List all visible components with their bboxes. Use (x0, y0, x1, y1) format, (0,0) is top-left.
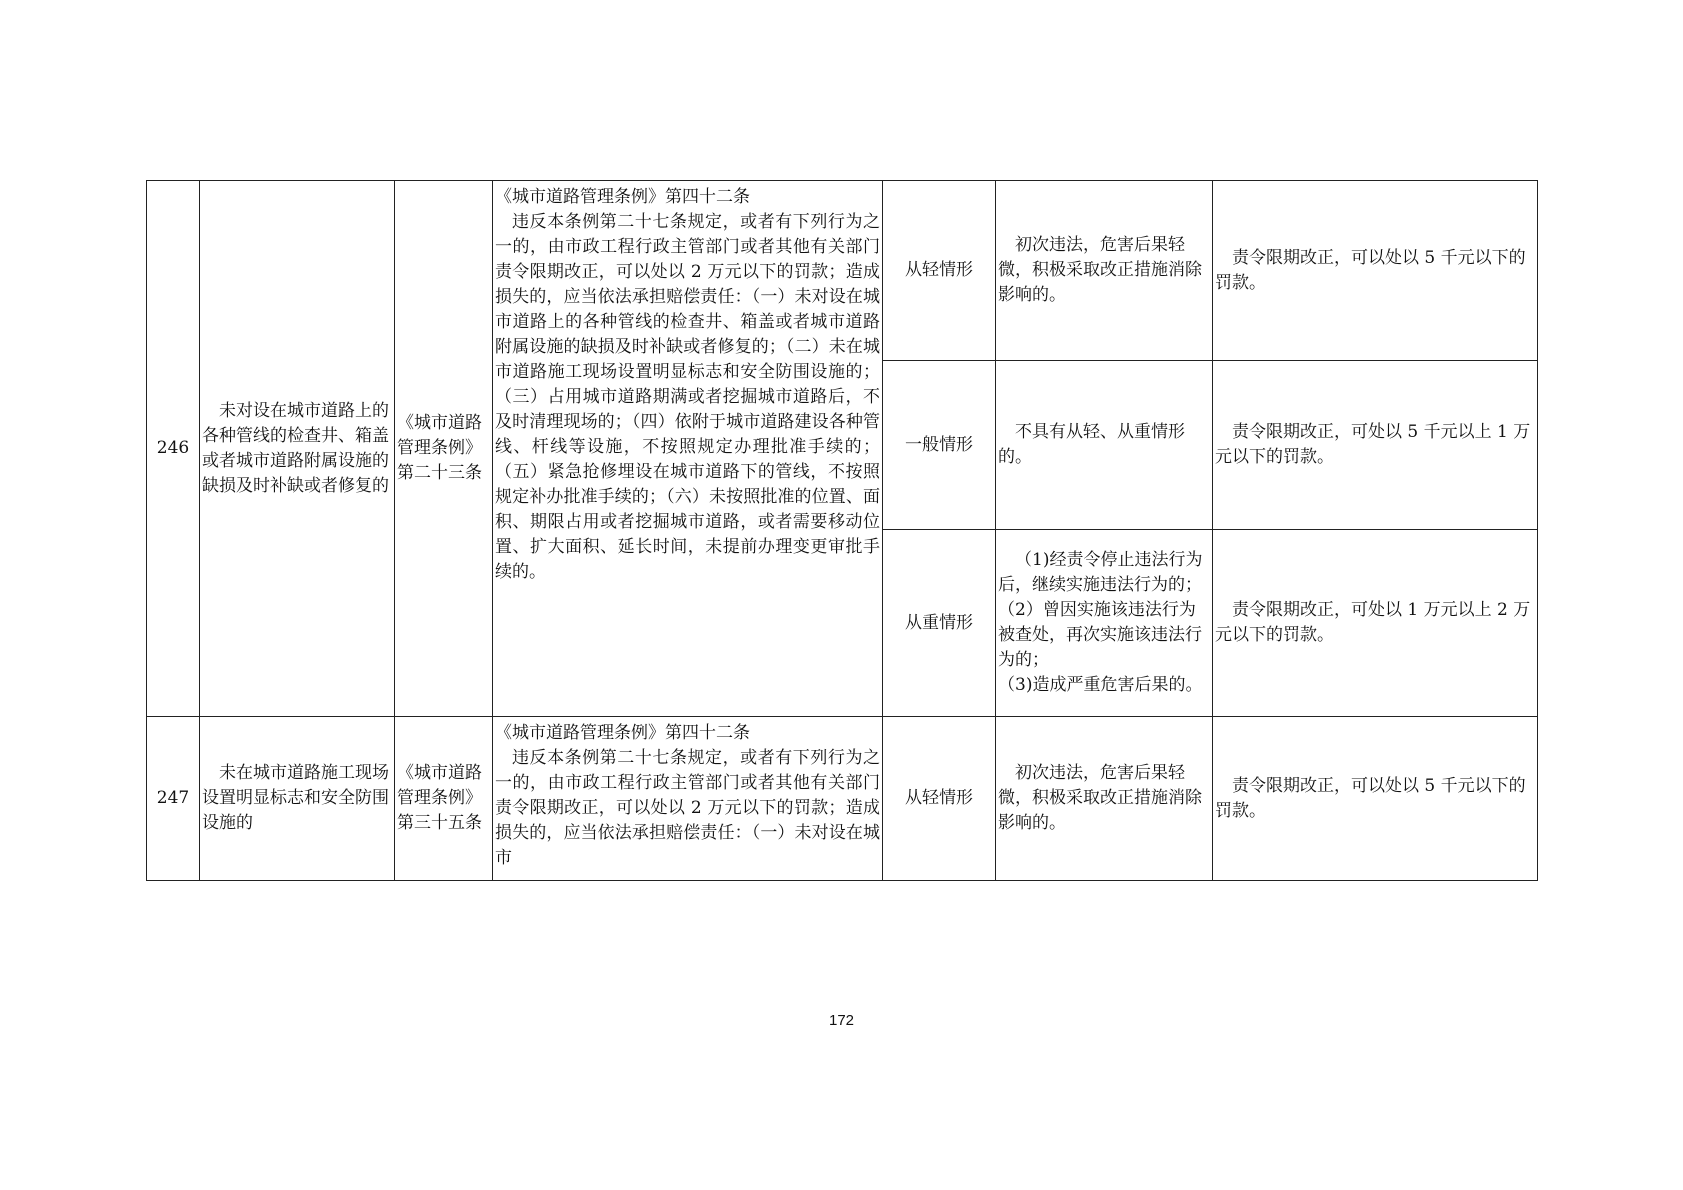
discretion-level: 从轻情形 (883, 717, 996, 881)
penalty-basis-text: 违反本条例第二十七条规定，或者有下列行为之一的，由市政工程行政主管部门或者其他有关部门责令限期改正，可以处以 2 万元以下的罚款；造成损失的，应当依法承担赔偿责任：（一）未对设在城市 (495, 748, 880, 868)
circumstance: 初次违法，危害后果轻微，积极采取改正措施消除影响的。 (996, 181, 1213, 361)
item-number: 246 (147, 181, 200, 717)
regulation-table (146, 180, 1538, 881)
penalty-standard: 责令限期改正，可处以 5 千元以上 1 万元以下的罚款。 (1213, 361, 1538, 530)
legal-basis: 《城市道路管理条例》第三十五条 (395, 717, 493, 881)
penalty-basis-title: 《城市道路管理条例》第四十二条 (495, 723, 750, 743)
circumstance: 不具有从轻、从重情形的。 (996, 361, 1213, 530)
legal-basis: 《城市道路管理条例》第二十三条 (395, 181, 493, 717)
page-number: 172 (828, 1012, 855, 1029)
violation-description: 未在城市道路施工现场设置明显标志和安全防围设施的 (200, 717, 395, 881)
penalty-standard: 责令限期改正，可以处以 5 千元以下的罚款。 (1213, 717, 1538, 881)
discretion-level: 从重情形 (883, 530, 996, 717)
penalty-basis (493, 181, 883, 717)
penalty-basis-title: 《城市道路管理条例》第四十二条 (495, 187, 750, 207)
penalty-basis-text: 违反本条例第二十七条规定，或者有下列行为之一的，由市政工程行政主管部门或者其他有关部门责令限期改正，可以处以 2 万元以下的罚款；造成损失的，应当依法承担赔偿责任：（一）未对设在城市道路上的各种管线的检查井、箱盖或者城市道路附属设施的缺损及时补缺或者修复的；（二）未在城市道路施工现场设置明显标志和安全防围设施的；（三）占用城市道路期满或者挖掘城市道路后，不及时清理现场的；（四）依附于城市道路建设各种管线、杆线等设施，不按照规定办理批准手续的；（五）紧急抢修埋设在城市道路下的管线，不按照规定补办批准手续的；（六）未按照批准的位置、面积、期限占用或者挖掘城市道路，或者需要移动位置、扩大面积、延长时间，未提前办理变更审批手续的。 (495, 212, 880, 582)
circumstance: 初次违法，危害后果轻微，积极采取改正措施消除影响的。 (996, 717, 1213, 881)
table-row (147, 181, 1538, 361)
penalty-standard: 责令限期改正，可以处以 5 千元以下的罚款。 (1213, 181, 1538, 361)
discretion-level: 从轻情形 (883, 181, 996, 361)
penalty-standard: 责令限期改正，可处以 1 万元以上 2 万元以下的罚款。 (1213, 530, 1538, 717)
discretion-level: 一般情形 (883, 361, 996, 530)
penalty-basis (493, 717, 883, 881)
table-row (147, 717, 1538, 881)
item-number: 247 (147, 717, 200, 881)
violation-description: 未对设在城市道路上的各种管线的检查井、箱盖或者城市道路附属设施的缺损及时补缺或者修复的 (200, 181, 395, 717)
circumstance: （1)经责令停止违法行为后，继续实施违法行为的；（2）曾因实施该违法行为被查处，再次实施该违法行为的； （3)造成严重危害后果的。 (996, 530, 1213, 717)
